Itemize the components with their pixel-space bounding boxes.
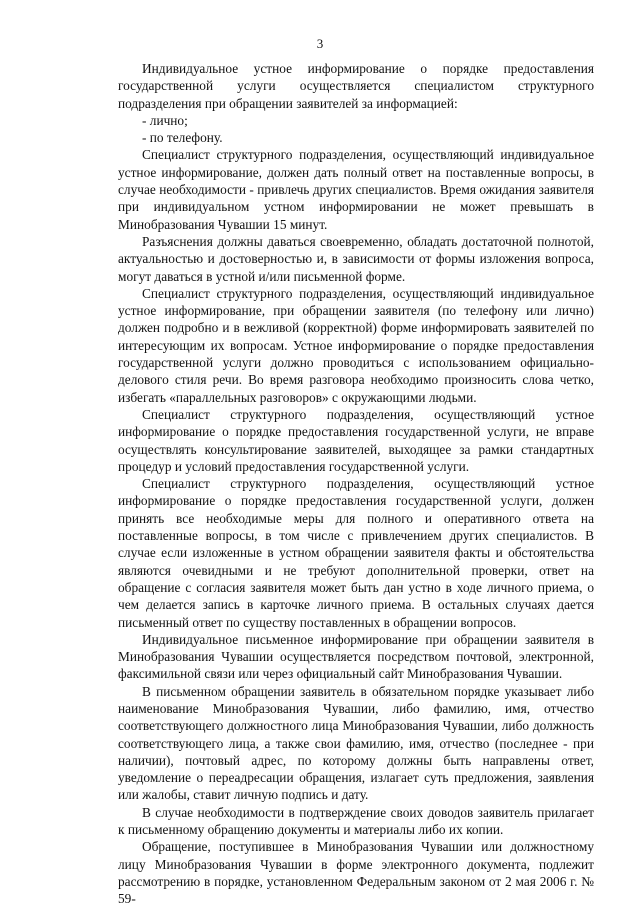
paragraph-no-consulting: Специалист структурного подразделения, осуществляющий устное информирование о порядке предоставления государственной услуги, не вправе осуществлять консультирование заявителей, выходящее за рамки стандартных процедур и условий предоставления государственной услуги.: [118, 406, 594, 474]
paragraph-oral-info-intro: Индивидуальное устное информирование о порядке предоставления государственной услуги осуществляется специалистом структурного подразделения при обращении заявителей за информацией:: [118, 61, 594, 111]
list-item-by-phone: - по телефону.: [142, 130, 223, 146]
paragraph-all-measures: Специалист структурного подразделения, осуществляющий устное информирование о порядке предоставления государственной услуги, должен принять все необходимые меры для полного и оперативного ответа на поставленные вопросы, в том числе с привлечением других специалистов. В случае если изложенные в устном обращении заявителя факты и обстоятельства являются очевидными и не требуют дополнительной проверки, ответ на обращение с согласия заявителя может быть дан устно в ходе личного приема, о чем делается запись в карточке личного приема. В остальных случаях дается письменный ответ по существу поставленных в обращении вопросов.: [118, 476, 594, 630]
page-number: 3: [316, 36, 324, 51]
paragraph-explanations: Разъяснения должны даваться своевременно, обладать достаточной полнотой, актуальностью и достоверностью и, в зависимости от формы изложения вопроса, могут даваться в устной и/или письменной форме.: [118, 233, 594, 284]
paragraph-written-request-contents: В письменном обращении заявитель в обязательном порядке указывает либо наименование Минобразования Чувашии, либо фамилию, имя, отчество соответствующего должностного лица Минобразования Чувашии, либо должность соответствующего лица, а также свои фамилию, имя, отчество (последнее - при наличии), почтовый адрес, по которому должны быть направлены ответ, уведомление о переадресации обращения, излагает суть предложения, заявления или жалобы, ставит личную подпись и дату.: [118, 683, 594, 803]
paragraph-attachments: В случае необходимости в подтверждение своих доводов заявитель прилагает к письменному обращению документы и материалы либо их копии.: [118, 804, 594, 838]
paragraph-written-info: Индивидуальное письменное информирование при обращении заявителя в Минобразования Чувашии осуществляется посредством почтовой, электронной, факсимильной связи или через официальный сайт Минобразования Чувашии.: [118, 631, 594, 682]
paragraph-polite-form: Специалист структурного подразделения, осуществляющий индивидуальное устное информирование, при обращении заявителя (по телефону или лично) должен подробно и в вежливой (корректной) форме информировать заявителей по интересующим их вопросам. Устное информирование о порядке предоставления государственной услуги должно проводиться с использованием официально-делового стиля речи. Во время разговора необходимо произносить слова четко, избегать «параллельных разговоров» с окружающими людьми.: [118, 285, 594, 405]
paragraph-specialist-full-answer: Специалист структурного подразделения, осуществляющий индивидуальное устное информирование, должен дать полный ответ на поставленные вопросы, в случае необходимости - привлечь других специалистов. Время ожидания заявителя при индивидуальном устном информировании не может превышать в Минобразования Чувашии 15 минут.: [118, 147, 594, 232]
document-body: [118, 60, 594, 908]
list-item-in-person: - лично;: [142, 112, 188, 128]
paragraph-electronic-request: Обращение, поступившее в Минобразования Чувашии или должностному лицу Минобразования Чувашии в форме электронного документа, подлежит рассмотрению в порядке, установленном Федеральным законом от 2 мая 2006 г. № 59-: [118, 839, 594, 907]
